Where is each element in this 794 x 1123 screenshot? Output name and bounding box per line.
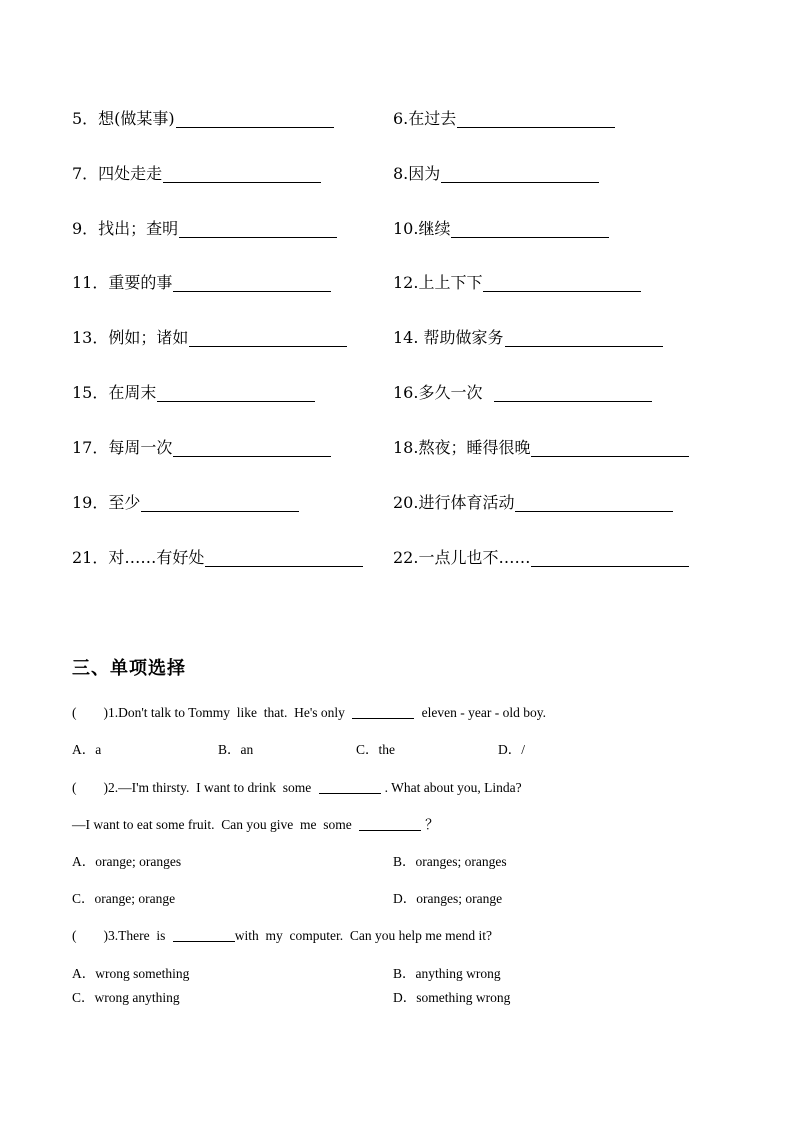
vocab-prompt: 15．在周末 bbox=[72, 383, 157, 402]
vocab-prompt: 14. 帮助做家务 bbox=[393, 328, 504, 347]
answer-blank[interactable] bbox=[205, 565, 363, 567]
vocab-prompt: 7．四处走走 bbox=[72, 164, 163, 183]
option-d[interactable]: D．oranges; orange bbox=[393, 891, 503, 906]
option-c[interactable]: C．the bbox=[356, 742, 395, 757]
vocab-prompt: 22.一点儿也不…… bbox=[393, 548, 531, 567]
vocab-item bbox=[393, 546, 689, 570]
vocab-prompt: 8.因为 bbox=[393, 164, 441, 183]
section-title: 三、单项选择 bbox=[72, 658, 186, 679]
vocab-item bbox=[393, 491, 673, 515]
question-text: eleven - year - old boy. bbox=[418, 705, 546, 720]
vocab-item bbox=[393, 271, 641, 295]
option-b[interactable]: B．oranges; oranges bbox=[393, 854, 507, 869]
vocab-item bbox=[72, 271, 331, 295]
vocab-item bbox=[72, 381, 315, 405]
answer-blank[interactable] bbox=[141, 510, 299, 512]
vocab-prompt: 19．至少 bbox=[72, 493, 141, 512]
vocab-row bbox=[72, 546, 732, 570]
vocab-row bbox=[72, 162, 732, 186]
vocab-prompt: 17．每周一次 bbox=[72, 438, 173, 457]
option-d[interactable]: D．something wrong bbox=[393, 990, 511, 1005]
vocab-item bbox=[393, 381, 652, 405]
vocab-row bbox=[72, 217, 732, 241]
answer-blank[interactable] bbox=[176, 126, 334, 128]
option-b[interactable]: B．an bbox=[218, 742, 254, 757]
question-text: 1.Don't talk to Tommy like that. He's only bbox=[108, 705, 349, 720]
answer-blank[interactable] bbox=[531, 455, 689, 457]
option-b[interactable]: B．anything wrong bbox=[393, 966, 501, 981]
answer-blank[interactable] bbox=[157, 400, 315, 402]
answer-blank[interactable] bbox=[451, 236, 609, 238]
answer-blank[interactable] bbox=[352, 706, 414, 719]
answer-paren[interactable]: ( ) bbox=[72, 928, 108, 943]
answer-blank[interactable] bbox=[179, 236, 337, 238]
vocab-prompt: 6.在过去 bbox=[393, 109, 457, 128]
vocab-prompt: 10.继续 bbox=[393, 219, 451, 238]
vocab-prompt: 12.上上下下 bbox=[393, 273, 483, 292]
vocab-item bbox=[393, 217, 609, 241]
vocab-item bbox=[72, 162, 321, 186]
vocab-row bbox=[72, 271, 732, 295]
vocab-item bbox=[72, 107, 334, 131]
answer-blank[interactable] bbox=[531, 565, 689, 567]
vocab-item bbox=[72, 546, 363, 570]
option-c[interactable]: C．wrong anything bbox=[72, 990, 180, 1005]
vocab-prompt: 21．对……有好处 bbox=[72, 548, 205, 567]
answer-blank[interactable] bbox=[441, 181, 599, 183]
vocab-item bbox=[72, 491, 299, 515]
vocab-row bbox=[72, 491, 732, 515]
vocab-item bbox=[393, 162, 599, 186]
question-3 bbox=[72, 926, 732, 946]
vocab-prompt: 5．想(做某事) bbox=[72, 109, 175, 128]
vocab-item bbox=[72, 326, 347, 350]
vocab-row bbox=[72, 107, 732, 131]
answer-blank[interactable] bbox=[173, 929, 235, 942]
question-text: 2.—I'm thirsty. I want to drink some bbox=[108, 780, 315, 795]
question-text: —I want to eat some fruit. Can you give me some bbox=[72, 817, 356, 832]
vocab-prompt: 18.熬夜；睡得很晚 bbox=[393, 438, 531, 457]
option-a[interactable]: A．orange; oranges bbox=[72, 854, 182, 869]
answer-blank[interactable] bbox=[457, 126, 615, 128]
vocab-item bbox=[393, 107, 615, 131]
vocab-item bbox=[393, 436, 689, 460]
vocab-item bbox=[72, 436, 331, 460]
vocab-prompt: 16.多久一次 bbox=[393, 383, 493, 402]
vocab-prompt: 11．重要的事 bbox=[72, 273, 173, 292]
vocab-prompt: 20.进行体育活动 bbox=[393, 493, 515, 512]
question-text: ？ bbox=[425, 817, 439, 832]
answer-paren[interactable]: ( ) bbox=[72, 705, 108, 720]
answer-blank[interactable] bbox=[173, 290, 331, 292]
option-c[interactable]: C．orange; orange bbox=[72, 891, 176, 906]
vocab-item bbox=[393, 326, 663, 350]
vocab-prompt: 9．找出；查明 bbox=[72, 219, 179, 238]
answer-blank[interactable] bbox=[319, 781, 381, 794]
answer-blank[interactable] bbox=[173, 455, 331, 457]
option-a[interactable]: A．wrong something bbox=[72, 966, 190, 981]
answer-blank[interactable] bbox=[515, 510, 673, 512]
vocab-item bbox=[72, 217, 337, 241]
answer-blank[interactable] bbox=[494, 400, 652, 402]
question-text: with my computer. Can you help me mend it? bbox=[234, 928, 492, 943]
question-2-line-2 bbox=[72, 815, 732, 835]
vocab-row bbox=[72, 381, 732, 405]
answer-blank[interactable] bbox=[163, 181, 321, 183]
question-text: . What about you, Linda? bbox=[384, 780, 522, 795]
answer-blank[interactable] bbox=[189, 345, 347, 347]
question-2 bbox=[72, 778, 732, 798]
answer-blank[interactable] bbox=[359, 818, 421, 831]
vocab-prompt: 13．例如；诸如 bbox=[72, 328, 189, 347]
vocab-row bbox=[72, 436, 732, 460]
answer-blank[interactable] bbox=[505, 345, 663, 347]
option-d[interactable]: D．/ bbox=[498, 742, 525, 757]
question-text: 3.There is bbox=[108, 928, 169, 943]
answer-blank[interactable] bbox=[483, 290, 641, 292]
question-1 bbox=[72, 703, 732, 723]
vocab-row bbox=[72, 326, 732, 350]
answer-paren[interactable]: ( ) bbox=[72, 780, 108, 795]
option-a[interactable]: A．a bbox=[72, 742, 102, 757]
